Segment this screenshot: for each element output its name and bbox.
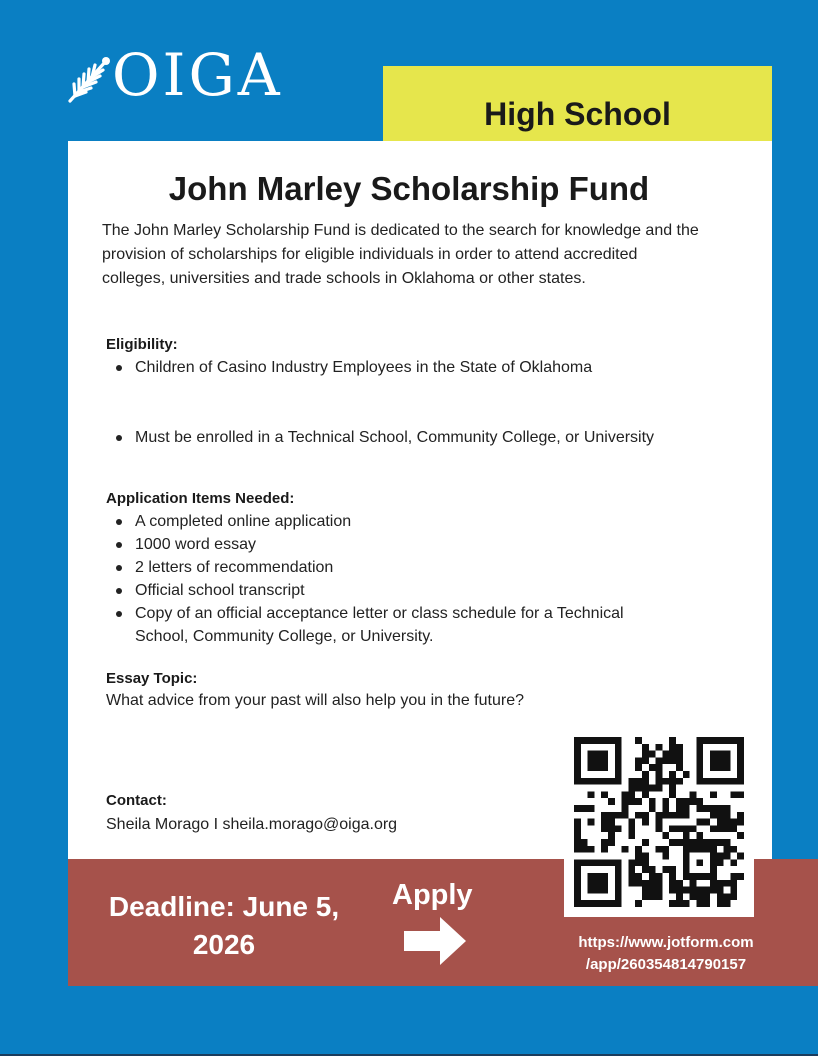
- qr-code-box[interactable]: [564, 727, 754, 917]
- apply-url[interactable]: [552, 932, 780, 976]
- deadline-text: Deadline: June 5, 2026: [108, 891, 340, 960]
- arrow-right-icon: [404, 917, 466, 965]
- list-item: Must be enrolled in a Technical School, Community College, or University: [106, 426, 666, 449]
- eligibility-list: [106, 356, 606, 379]
- list-item: Copy of an official acceptance letter or class schedule for a Technical School, Community College, or University.: [106, 602, 666, 648]
- feather-icon: [66, 47, 112, 103]
- logo-text: OIGA: [112, 41, 283, 109]
- apply-label: Apply: [392, 879, 473, 911]
- contact-heading: Contact:: [106, 792, 167, 809]
- essay-heading: Essay Topic:: [106, 670, 198, 687]
- qr-code-icon[interactable]: [574, 737, 744, 907]
- list-item: 1000 word essay: [106, 533, 666, 556]
- list-item: Official school transcript: [106, 579, 666, 602]
- list-item: 2 letters of recommendation: [106, 556, 666, 579]
- contact-details: Sheila Morago I sheila.morago@oiga.org: [106, 816, 398, 833]
- application-heading: Application Items Needed:: [106, 490, 295, 507]
- list-item: A completed online application: [106, 510, 666, 533]
- oiga-logo: [66, 41, 283, 109]
- apply-url-line2: /app/260354814790157: [585, 956, 747, 973]
- essay-question: What advice from your past will also help you in the future?: [106, 692, 524, 709]
- intro-paragraph: The John Marley Scholarship Fund is dedicated to the search for knowledge and the provision of scholarships for eligible individuals in order to attend accredited colleges, universities and trade schools in Oklahoma or other states.: [102, 222, 699, 287]
- eligibility-heading: Eligibility:: [106, 336, 178, 353]
- audience-label: High School: [484, 95, 671, 132]
- application-list: [106, 510, 666, 648]
- list-item: Children of Casino Industry Employees in the State of Oklahoma: [106, 356, 606, 379]
- apply-url-line1: https://www.jotform.com: [578, 934, 754, 951]
- eligibility-list-2: [106, 426, 666, 449]
- page-title: John Marley Scholarship Fund: [168, 170, 650, 207]
